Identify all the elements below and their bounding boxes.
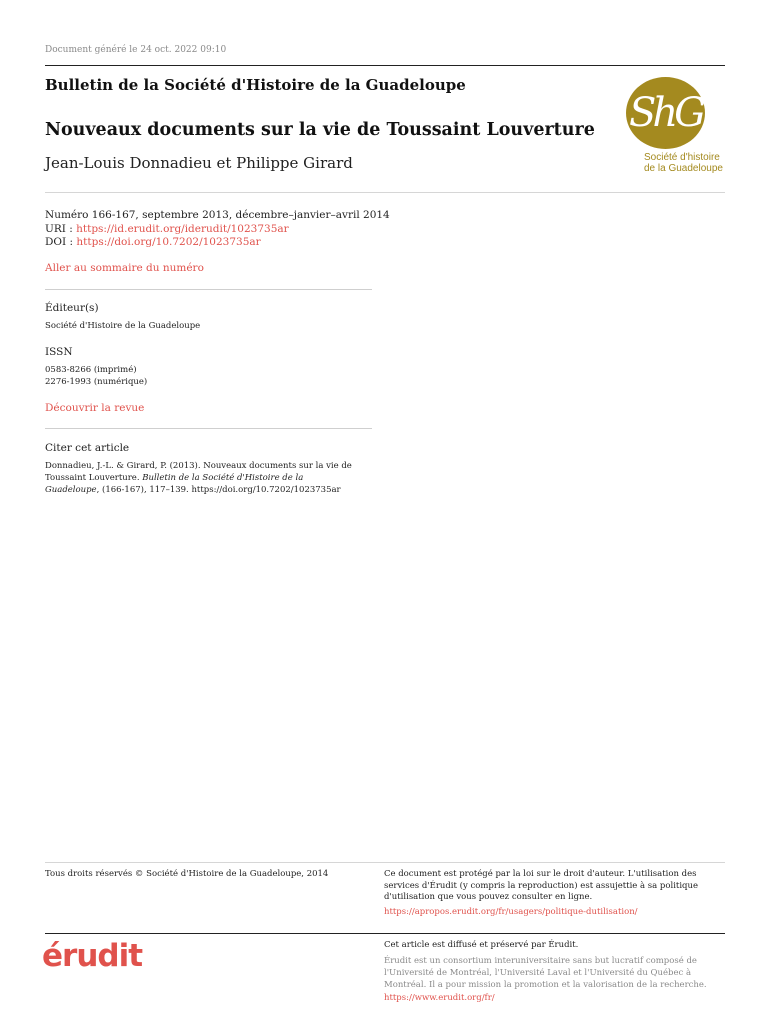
top-divider xyxy=(45,65,725,66)
citation-end: , (166-167), 117–139. https://doi.org/10.7202/1023735ar xyxy=(96,485,341,495)
doi-label: DOI : xyxy=(45,236,77,248)
erudit-logo: érudit xyxy=(42,938,143,974)
shg-monogram-icon: ShG xyxy=(626,77,705,149)
shg-logo xyxy=(622,74,726,178)
issn-print: 0583-8266 (imprimé) xyxy=(45,365,137,375)
header-divider xyxy=(45,192,725,193)
erudit-diffusion-text: Cet article est diffusé et préservé par Érudit. xyxy=(384,940,579,950)
usage-policy-link[interactable]: https://apropos.erudit.org/fr/usagers/politique-dutilisation/ xyxy=(384,907,638,917)
footer-divider-dark xyxy=(45,933,725,934)
cite-heading: Citer cet article xyxy=(45,442,130,454)
issn-heading: ISSN xyxy=(45,346,73,358)
uri-row xyxy=(45,223,390,237)
issue-toc-link[interactable]: Aller au sommaire du numéro xyxy=(45,262,204,274)
article-title: Nouveaux documents sur la vie de Toussaint Louverture xyxy=(45,120,595,140)
doi-link[interactable]: https://doi.org/10.7202/1023735ar xyxy=(76,236,261,248)
editeurs-heading: Éditeur(s) xyxy=(45,302,99,314)
divider xyxy=(45,428,372,429)
citation-text xyxy=(45,460,355,496)
citation-start: Donnadieu, J.-L. & Girard, P. (2013). Nouveaux documents sur la vie de Toussaint Louverture. xyxy=(45,461,352,483)
logo-caption-line2: de la Guadeloupe xyxy=(644,163,723,174)
generated-date: Document généré le 24 oct. 2022 09:10 xyxy=(45,45,227,55)
footer-divider xyxy=(45,862,725,863)
divider xyxy=(45,289,372,290)
journal-title: Bulletin de la Société d'Histoire de la Guadeloupe xyxy=(45,76,466,94)
issue-number: Numéro 166-167, septembre 2013, décembre–janvier–avril 2014 xyxy=(45,209,390,221)
uri-label: URI : xyxy=(45,222,77,235)
copyright-protection-text: Ce document est protégé par la loi sur le droit d'auteur. L'utilisation des services d'Érudit (y compris la reproduction) est assujettie à sa politique d'utilisation que vous pouvez consulter en ligne. xyxy=(384,869,698,902)
discover-journal-link[interactable]: Découvrir la revue xyxy=(45,402,145,414)
doi-row xyxy=(45,236,390,250)
editeurs-value: Société d'Histoire de la Guadeloupe xyxy=(45,321,201,331)
erudit-about-text: Érudit est un consortium interuniversitaire sans but lucratif composé de l'Université de Montréal, l'Université Laval et l'Université du Québec à Montréal. Il a pour mission la promotion et la valorisation de la recherche. xyxy=(384,956,707,990)
citation-journal: Bulletin de la Société d'Histoire de la Guadeloupe xyxy=(45,473,304,495)
copyright-notice: Tous droits réservés © Société d'Histoire de la Guadeloupe, 2014 xyxy=(45,869,329,879)
issue-metadata xyxy=(45,209,390,250)
erudit-website-link[interactable]: https://www.erudit.org/fr/ xyxy=(384,993,495,1003)
uri-link[interactable]: https://id.erudit.org/iderudit/1023735ar xyxy=(76,222,289,235)
authors: Jean-Louis Donnadieu et Philippe Girard xyxy=(45,154,353,172)
logo-caption-line1: Société d'histoire xyxy=(644,152,720,163)
issn-digital: 2276-1993 (numérique) xyxy=(45,377,148,387)
